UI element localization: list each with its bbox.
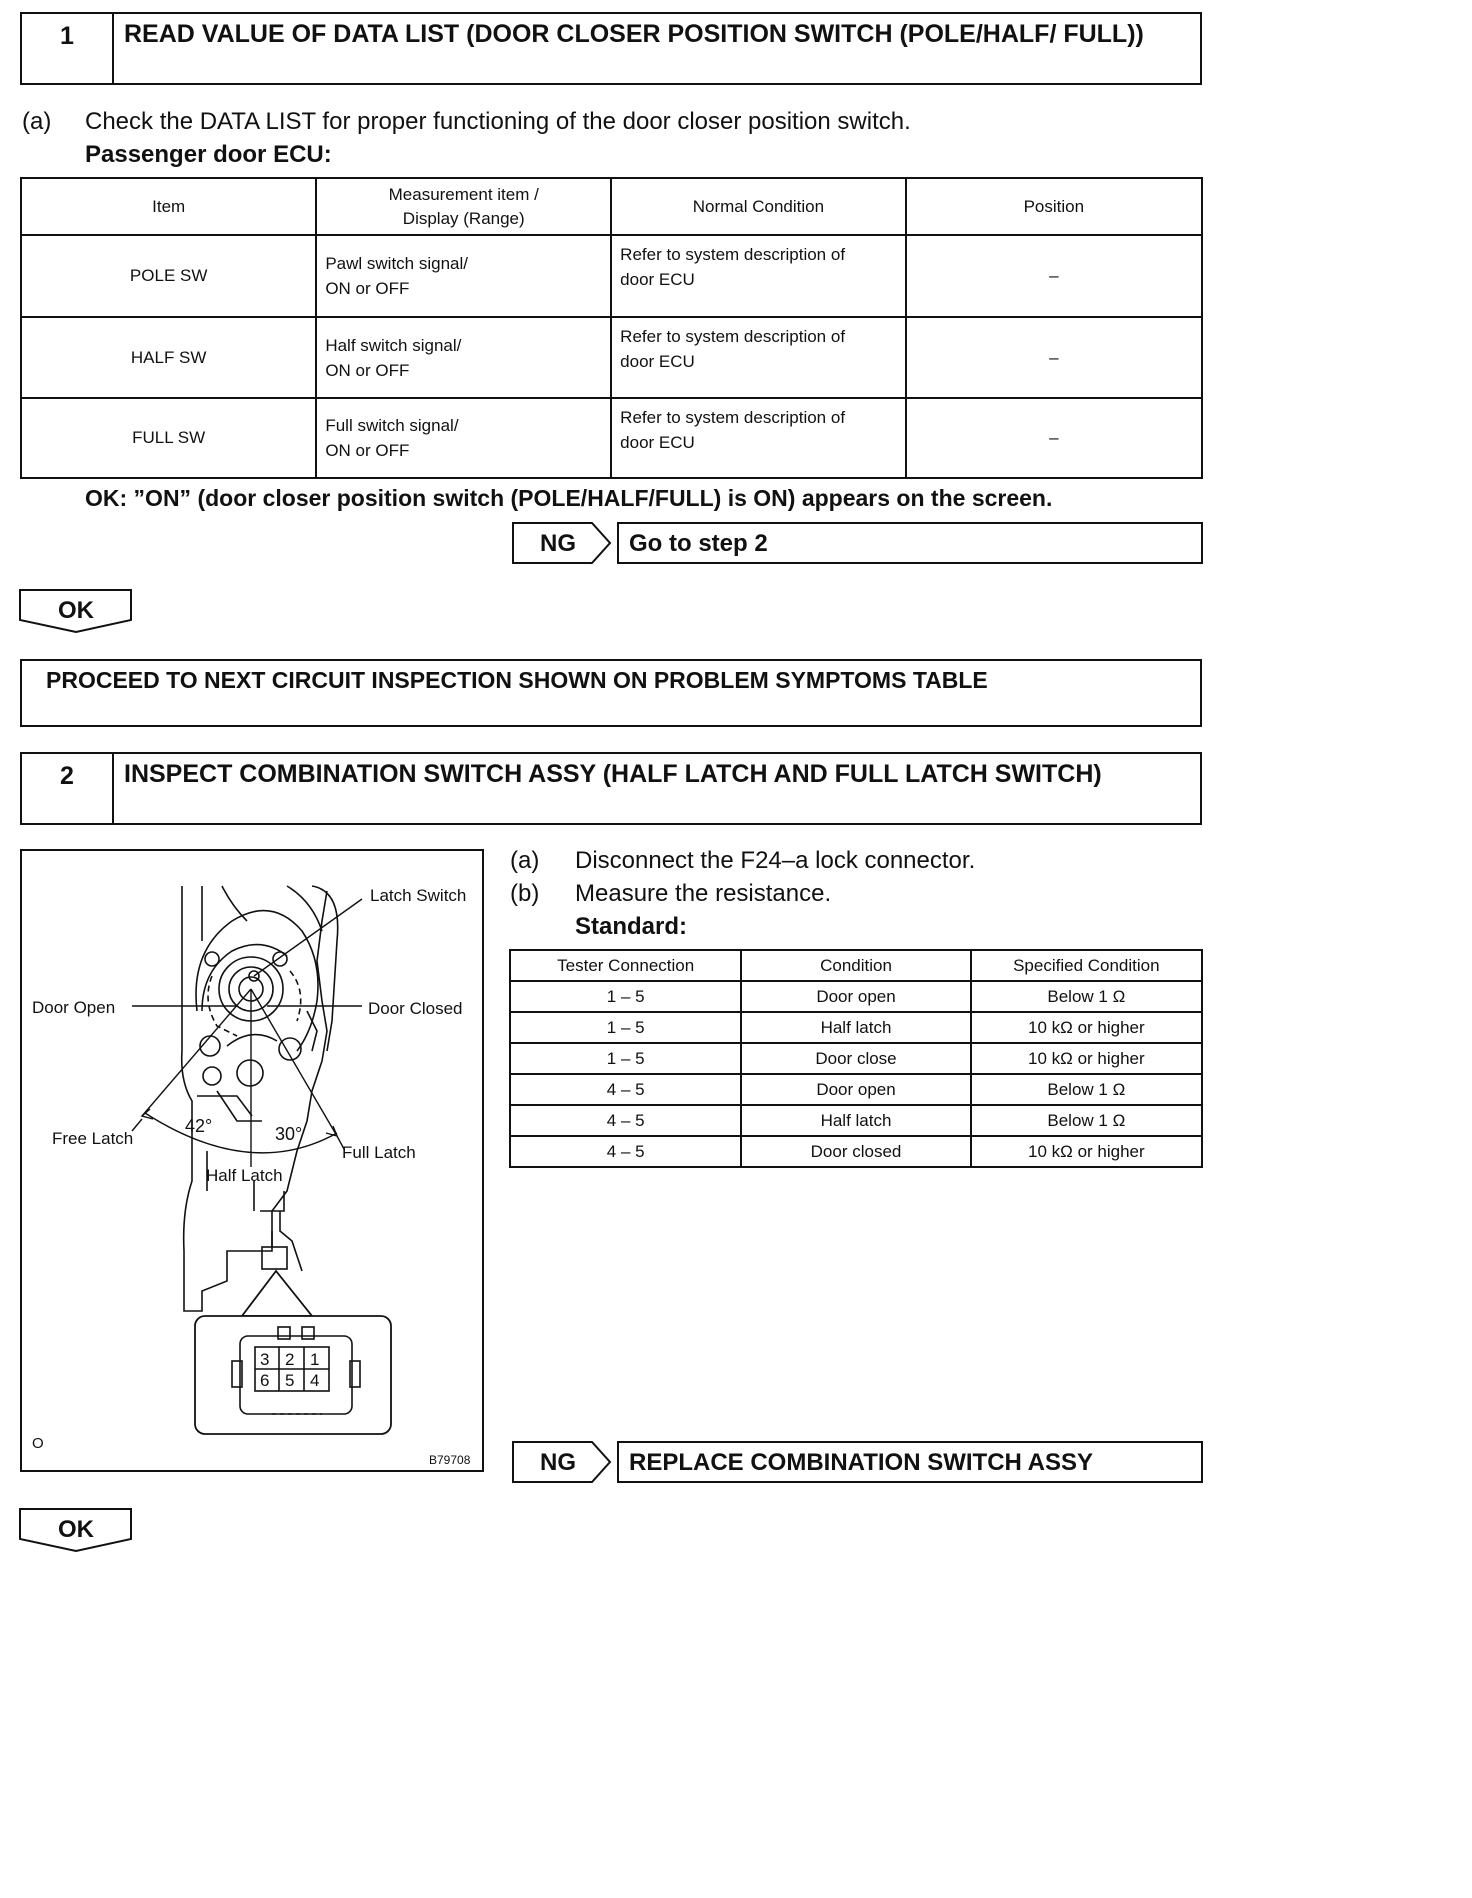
pin-label: 2 <box>285 1350 295 1369</box>
condition-cell: Door open <box>741 981 970 1012</box>
table-row <box>510 1074 1202 1105</box>
proceed-box: PROCEED TO NEXT CIRCUIT INSPECTION SHOWN ON PROBLEM SYMPTOMS TABLE <box>20 659 1202 727</box>
label-angle-left: 42° <box>185 1116 213 1136</box>
step-2-header <box>20 752 1202 825</box>
condition-cell: Door close <box>741 1043 970 1074</box>
table-header-row <box>510 950 1202 981</box>
label-latch-switch: Latch Switch <box>370 886 467 905</box>
condition-cell: Door open <box>741 1074 970 1105</box>
tester-connection-cell: 1 – 5 <box>510 1012 741 1043</box>
ok-label: OK <box>58 1516 94 1543</box>
measurement-line: ON or OFF <box>325 360 410 380</box>
item-cell: HALF SW <box>21 317 316 398</box>
specified-condition-cell: Below 1 Ω <box>971 1074 1202 1105</box>
measurement-cell <box>316 235 611 317</box>
condition-cell: Door closed <box>741 1136 970 1167</box>
header-cell: Position <box>906 178 1202 235</box>
pin-label: 1 <box>310 1350 320 1369</box>
header-cell: Tester Connection <box>510 950 741 981</box>
condition-cell: Half latch <box>741 1105 970 1136</box>
item-cell: POLE SW <box>21 235 316 317</box>
label-free-latch: Free Latch <box>52 1129 134 1148</box>
header-cell: Measurement item / Display (Range) <box>316 178 611 235</box>
condition-cell <box>611 235 905 317</box>
table-row <box>21 235 1202 317</box>
position-cell: – <box>906 398 1202 478</box>
label-door-open: Door Open <box>32 998 116 1017</box>
table-row <box>510 1105 1202 1136</box>
tester-connection-cell: 4 – 5 <box>510 1105 741 1136</box>
data-list-table <box>20 177 1203 479</box>
instruction-text: Check the DATA LIST for proper functioning of the door closer position switch. <box>85 108 911 135</box>
pin-label: 3 <box>260 1350 270 1369</box>
header-cell: Normal Condition <box>611 178 905 235</box>
table-row <box>510 1043 1202 1074</box>
ng-label: NG <box>540 1449 576 1476</box>
ng-result-box: Go to step 2 <box>617 522 1203 564</box>
corner-mark: O <box>32 1435 44 1452</box>
label-door-closed: Door Closed <box>368 999 463 1018</box>
tester-connection-cell: 1 – 5 <box>510 1043 741 1074</box>
table-row <box>21 317 1202 398</box>
condition-cell <box>611 398 905 478</box>
instruction-marker: (a) <box>22 108 52 135</box>
measurement-line: Full switch signal/ <box>325 416 459 435</box>
ng-label: NG <box>540 530 576 557</box>
tester-connection-cell: 4 – 5 <box>510 1074 741 1105</box>
measurement-cell <box>316 317 611 398</box>
condition-line: door ECU <box>620 270 695 289</box>
instruction-marker: (a) <box>510 847 540 874</box>
pin-label: 4 <box>310 1371 320 1390</box>
step-1-header <box>20 12 1202 85</box>
table-row <box>21 398 1202 478</box>
ok-statement: OK: ”ON” (door closer position switch (POLE/HALF/FULL) is ON) appears on the screen. <box>85 485 1053 511</box>
header-cell: Condition <box>741 950 970 981</box>
instruction-text: Measure the resistance. <box>575 880 832 907</box>
label-half-latch: Half Latch <box>206 1166 283 1185</box>
table-row <box>510 1136 1202 1167</box>
condition-cell: Half latch <box>741 1012 970 1043</box>
latch-diagram <box>22 851 482 1470</box>
step-number: 1 <box>22 14 114 83</box>
table-row <box>510 1012 1202 1043</box>
subheading: Passenger door ECU: <box>85 141 332 168</box>
tester-connection-cell: 1 – 5 <box>510 981 741 1012</box>
table-header-row <box>21 178 1202 235</box>
standard-label: Standard: <box>575 913 688 940</box>
table-row <box>510 981 1202 1012</box>
tester-connection-cell: 4 – 5 <box>510 1136 741 1167</box>
step-title: INSPECT COMBINATION SWITCH ASSY (HALF LATCH AND FULL LATCH SWITCH) <box>124 760 1102 788</box>
position-cell: – <box>906 317 1202 398</box>
measurement-line: Half switch signal/ <box>325 335 462 355</box>
header-cell: Specified Condition <box>971 950 1202 981</box>
position-cell: – <box>906 235 1202 317</box>
item-cell: FULL SW <box>21 398 316 478</box>
measurement-line: ON or OFF <box>325 441 410 460</box>
condition-line: door ECU <box>620 352 695 371</box>
pin-label: 5 <box>285 1371 295 1390</box>
condition-cell <box>611 317 905 398</box>
figure-id: B79708 <box>429 1453 471 1467</box>
measurement-line: ON or OFF <box>325 279 410 298</box>
instruction-text: Disconnect the F24–a lock connector. <box>575 847 976 874</box>
step-number: 2 <box>22 754 114 823</box>
measurement-cell <box>316 398 611 478</box>
specified-condition-cell: 10 kΩ or higher <box>971 1043 1202 1074</box>
instruction-marker: (b) <box>510 880 540 907</box>
specified-condition-cell: Below 1 Ω <box>971 981 1202 1012</box>
specified-condition-cell: 10 kΩ or higher <box>971 1012 1202 1043</box>
step-title: READ VALUE OF DATA LIST (DOOR CLOSER POSITION SWITCH (POLE/HALF/ FULL)) <box>124 20 1144 48</box>
specified-condition-cell: Below 1 Ω <box>971 1105 1202 1136</box>
condition-line: Refer to system description of <box>620 327 846 346</box>
measurement-line: Pawl switch signal/ <box>325 254 468 273</box>
condition-line: Refer to system description of <box>620 408 846 427</box>
condition-line: door ECU <box>620 433 695 452</box>
pin-label: 6 <box>260 1371 270 1390</box>
header-cell: Item <box>21 178 316 235</box>
latch-switch-figure <box>20 849 484 1472</box>
ng-result-box: REPLACE COMBINATION SWITCH ASSY <box>617 1441 1203 1483</box>
condition-line: Refer to system description of <box>620 245 846 264</box>
standard-table <box>509 949 1203 1168</box>
label-angle-right: 30° <box>275 1124 303 1144</box>
ok-label: OK <box>58 597 94 624</box>
label-full-latch: Full Latch <box>342 1143 416 1162</box>
specified-condition-cell: 10 kΩ or higher <box>971 1136 1202 1167</box>
